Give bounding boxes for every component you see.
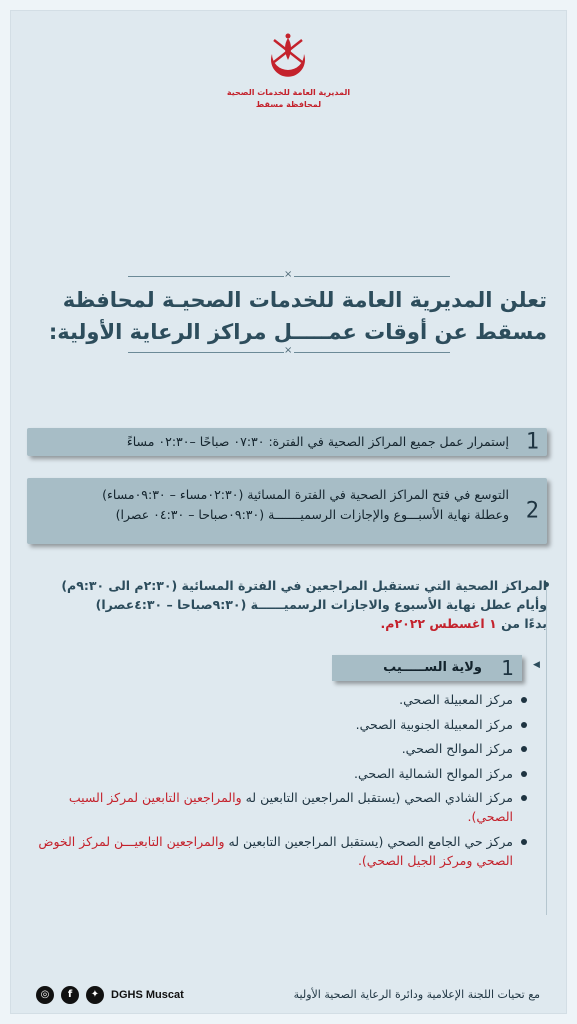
list-item [27, 690, 527, 709]
divider [294, 352, 450, 353]
centers-list [27, 690, 527, 875]
divider-ornament-icon: × [284, 269, 293, 280]
notice-line2: وأيام عطل نهاية الأسبوع والاجازات الرسميــــــة (٩:٣٠صباحا – ٤:٣٠عصرا) [95, 597, 547, 612]
org-name: المديرية العامة للخدمات الصحية [226, 88, 351, 97]
item-number: 1 [525, 429, 539, 455]
list-item [27, 788, 527, 826]
headline [27, 284, 547, 348]
center-name: مركز الشادي الصحي (يستقبل المراجعين التابعين له [241, 790, 513, 805]
social-handle[interactable]: DGHS Muscat [111, 989, 184, 1001]
list-item [27, 715, 527, 734]
org-region: لمحافظة مسقط [255, 100, 322, 109]
arrow-left-icon: ◀ [533, 660, 540, 670]
item-text-line2: وعطلة نهاية الأسبـــوع والإجازات الرسميـــــــة (٠٩:٣٠صباحا – ٠٤:٣٠ عصرا) [115, 507, 509, 522]
wilaya-header [332, 655, 522, 681]
twitter-icon[interactable]: ✦ [86, 986, 104, 1004]
info-card-1 [27, 428, 547, 456]
wilaya-name: ولاية الســـــيب [383, 660, 482, 675]
notice-start-label: بدءًا من [501, 616, 547, 631]
divider-ornament-icon: × [284, 345, 293, 356]
divider [294, 276, 450, 277]
headline-line2: مسقط عن أوقات عمـــــل مراكز الرعاية الأولية: [48, 320, 547, 344]
list-item [27, 739, 527, 758]
center-name: مركز الموالح الصحي. [401, 741, 513, 756]
item-number: 2 [525, 498, 539, 524]
social-bar [36, 986, 184, 1004]
item-text: إستمرار عمل جميع المراكز الصحية في الفترة: ٠٧:٣٠ صباحًا –٠٢:٣٠ مساءً [126, 434, 509, 449]
wilaya-number: 1 [501, 656, 514, 680]
center-name: مركز حي الجامع الصحي (يستقبل المراجعين التابعين له [224, 833, 513, 849]
center-name: مركز الموالح الشمالية الصحي. [353, 765, 513, 781]
guide-line [546, 585, 547, 915]
facebook-icon[interactable]: f [61, 986, 79, 1004]
divider [128, 276, 284, 277]
item-text-line1: التوسع في فتح المراكز الصحية في الفترة المسائية (٠٢:٣٠مساء – ٠٩:٣٠مساء) [102, 487, 509, 502]
center-name: مركز المعبيلة الصحي. [399, 692, 513, 707]
oman-khanjar-crescent-emblem-icon [258, 26, 318, 86]
headline-line1: تعلن المديرية العامة للخدمات الصحيـة لمحافظة [62, 288, 547, 312]
evening-notice [27, 576, 547, 633]
notice-line3 [27, 614, 547, 633]
center-note: والمراجعين التابعين لمركز السيب الصحي). [68, 790, 513, 824]
notice-start-date: ١ اغسطس ٢٠٢٢م. [380, 616, 497, 631]
center-name: مركز المعبيلة الجنوبية الصحي. [355, 716, 513, 732]
divider [128, 352, 284, 353]
list-item [27, 832, 527, 870]
notice-line1: المراكز الصحية التي تستقبل المراجعين في الفترة المسائية (٢:٣٠م الى ٩:٣٠م) [61, 578, 547, 593]
footer-credit: مع تحيات اللجنة الإعلامية ودائرة الرعاية الصحية الأولية [293, 988, 540, 1001]
instagram-icon[interactable]: ◎ [36, 986, 54, 1004]
center-note: والمراجعين التابعيـــن لمركز الخوض الصحي ومركز الجيل الصحي). [38, 833, 513, 868]
list-item [27, 764, 527, 783]
info-card-2 [27, 478, 547, 544]
